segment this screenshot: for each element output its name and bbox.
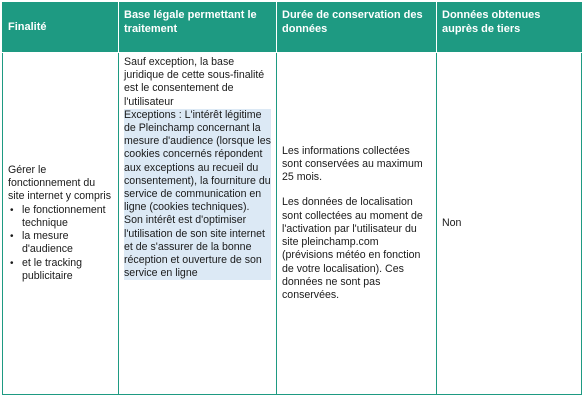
cell-finalite bbox=[3, 53, 119, 395]
data-processing-table bbox=[2, 2, 582, 395]
cell-donnees-tiers: Non bbox=[437, 53, 582, 395]
base-legale-interest: Son intérêt est d'optimiser l'utilisation de son site internet et de s'assurer de la bonne réception et ouverture de son service en ligne bbox=[124, 214, 271, 280]
duree-paragraph-2: Les données de localisation sont collectées au moment de l'activation par l'utilisateur du site pleinchamp.com (prévisions météo en fonction de votre localisation). Ces données ne sont pas conservées. bbox=[282, 196, 423, 301]
list-item: • et le tracking publicitaire bbox=[22, 257, 113, 283]
finalite-list bbox=[8, 204, 113, 283]
base-legale-exceptions: Exceptions : L'intérêt légitime de Pleinchamp concernant la mesure d'audience (lorsque les cookies concernés répondent aux exceptions au recueil du consentement), la fourniture du service de communication en ligne (cookies techniques). bbox=[124, 108, 271, 214]
header-duree-conservation: Durée de conservation des données bbox=[277, 3, 437, 53]
duree-paragraph-1: Les informations collectées sont conservées au maximum 25 mois. bbox=[282, 144, 423, 184]
header-row bbox=[3, 3, 582, 53]
list-item: • le fonctionnement technique bbox=[22, 204, 113, 230]
base-legale-main: Sauf exception, la base juridique de cette sous-finalité est le consentement de l'utilisateur bbox=[124, 56, 265, 108]
header-finalite: Finalité bbox=[3, 3, 119, 53]
table-row bbox=[3, 53, 582, 395]
header-base-legale: Base légale permettant le traitement bbox=[119, 3, 277, 53]
cell-base-legale bbox=[119, 53, 277, 395]
header-donnees-tiers: Données obtenues auprès de tiers bbox=[437, 3, 582, 53]
finalite-intro: Gérer le fonctionnement du site internet y compris bbox=[8, 164, 112, 203]
list-item: • la mesure d'audience bbox=[22, 230, 113, 256]
cell-duree-conservation bbox=[277, 53, 437, 395]
